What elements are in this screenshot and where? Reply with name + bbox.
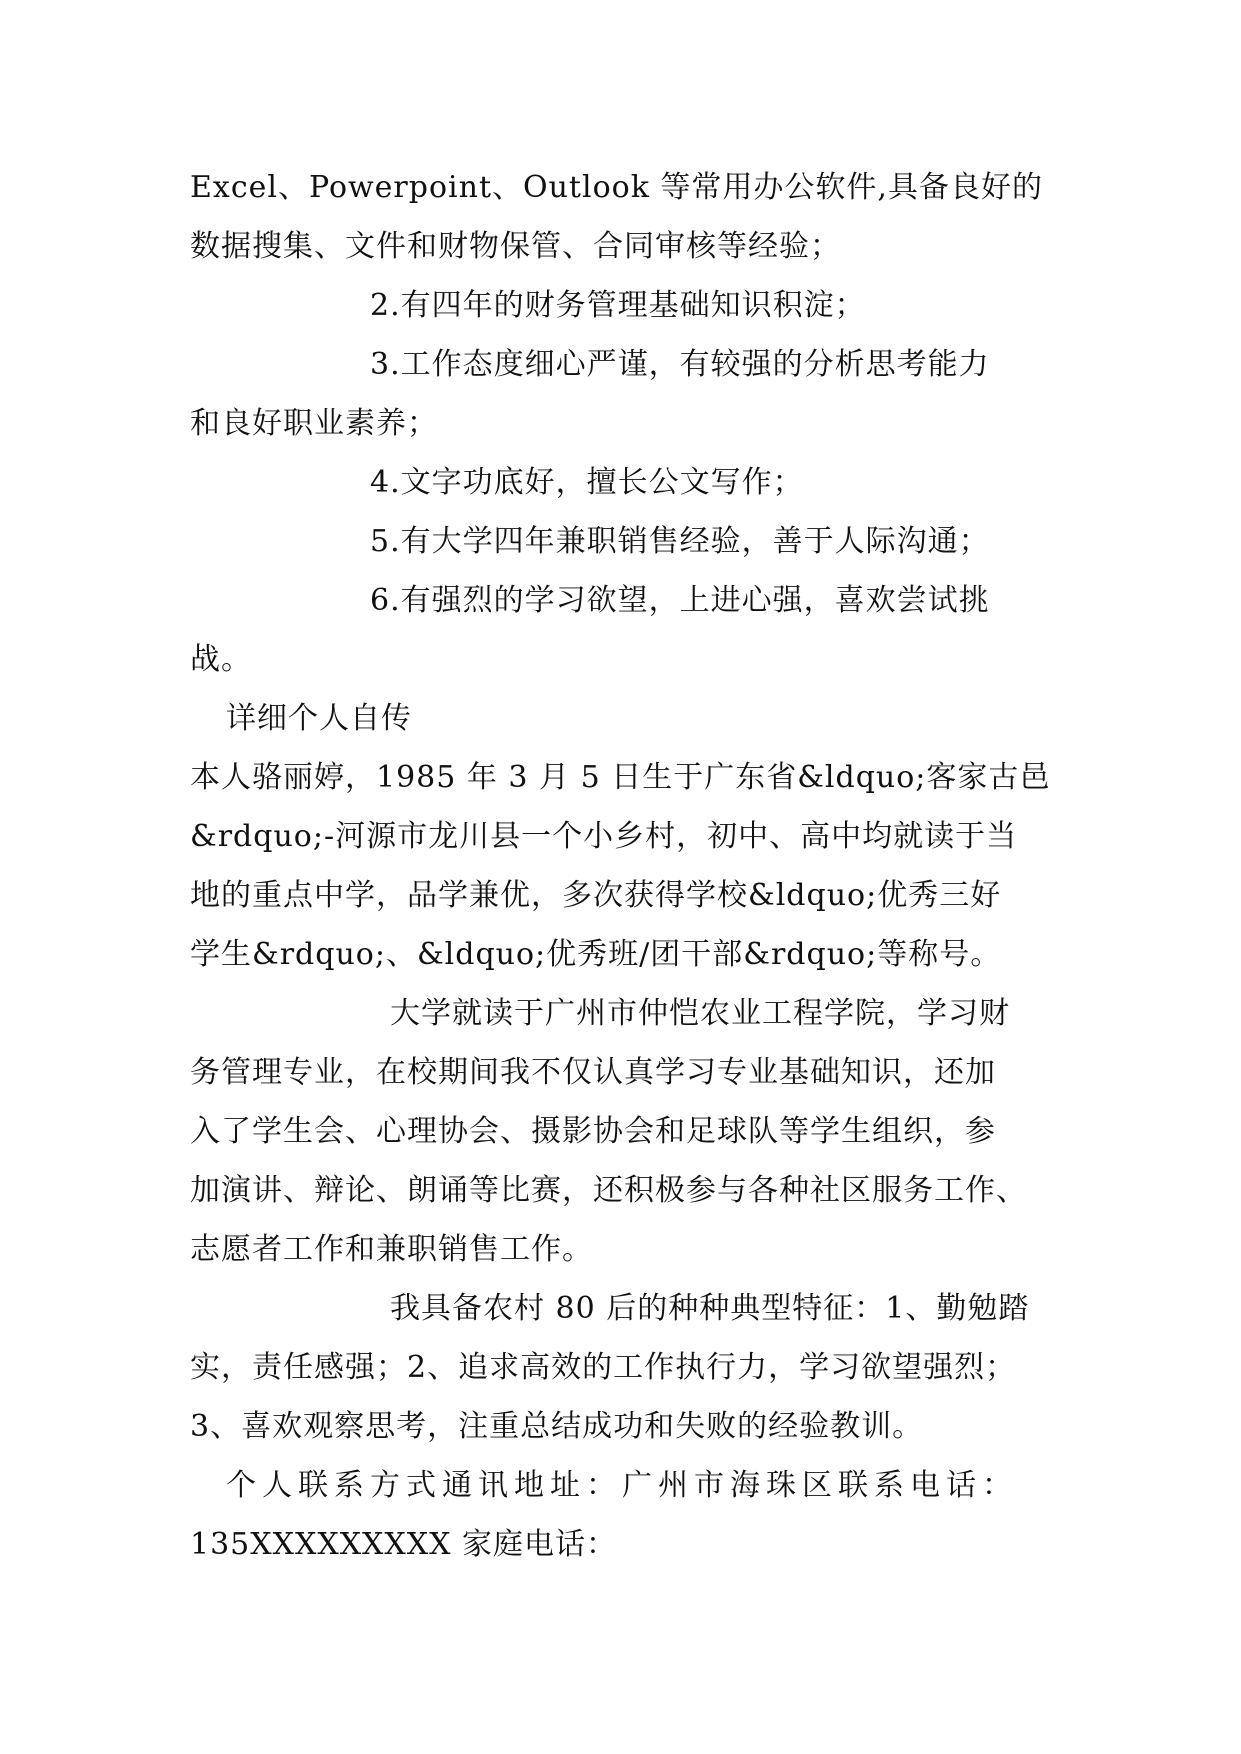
university-line-4: 加演讲、辩论、朗诵等比赛，还积极参与各种社区服务工作、: [190, 1173, 1027, 1208]
autobiography-line-1: 本人骆丽婷，1985 年 3 月 5 日生于广东省&ldquo;客家古邑: [190, 760, 1051, 795]
contact-line-1: 个人联系方式通讯地址：广州市海珠区联系电话：: [226, 1468, 1018, 1503]
autobiography-line-3: 地的重点中学，品学兼优，多次获得学校&ldquo;优秀三好: [190, 878, 1002, 913]
body-line-1: Excel、Powerpoint、Outlook 等常用办公软件,具备良好的: [190, 170, 1043, 205]
traits-line-3: 3、喜欢观察思考，注重总结成功和失败的经验教训。: [190, 1409, 924, 1444]
list-item-4: 4.文字功底好，擅长公文写作；: [370, 465, 804, 500]
list-item-6: 6.有强烈的学习欲望，上进心强，喜欢尝试挑: [370, 583, 990, 618]
section-heading-autobiography: 详细个人自传: [226, 701, 412, 736]
university-line-2: 务管理专业，在校期间我不仅认真学习专业基础知识，还加: [190, 1055, 996, 1090]
university-line-3: 入了学生会、心理协会、摄影协会和足球队等学生组织，参: [190, 1114, 996, 1149]
body-line-2: 数据搜集、文件和财物保管、合同审核等经验；: [190, 229, 841, 264]
list-item-6-cont: 战。: [190, 642, 252, 677]
autobiography-line-4: 学生&rdquo;、&ldquo;优秀班/团干部&rdquo;等称号。: [190, 937, 1002, 972]
traits-line-1: 我具备农村 80 后的种种典型特征：1、勤勉踏: [390, 1291, 1030, 1326]
list-item-5: 5.有大学四年兼职销售经验，善于人际沟通；: [370, 524, 990, 559]
contact-line-2: 135XXXXXXXXX 家庭电话：: [190, 1527, 618, 1562]
university-line-1: 大学就读于广州市仲恺农业工程学院，学习财: [390, 996, 1010, 1031]
list-item-3-cont: 和良好职业素养；: [190, 406, 438, 441]
university-line-5: 志愿者工作和兼职销售工作。: [190, 1232, 593, 1267]
autobiography-line-2: &rdquo;-河源市龙川县一个小乡村，初中、高中均就读于当: [190, 819, 1018, 854]
list-item-2: 2.有四年的财务管理基础知识积淀；: [370, 288, 866, 323]
traits-line-2: 实，责任感强；2、追求高效的工作执行力，学习欲望强烈；: [190, 1350, 1017, 1385]
list-item-3: 3.工作态度细心严谨，有较强的分析思考能力: [370, 347, 990, 382]
